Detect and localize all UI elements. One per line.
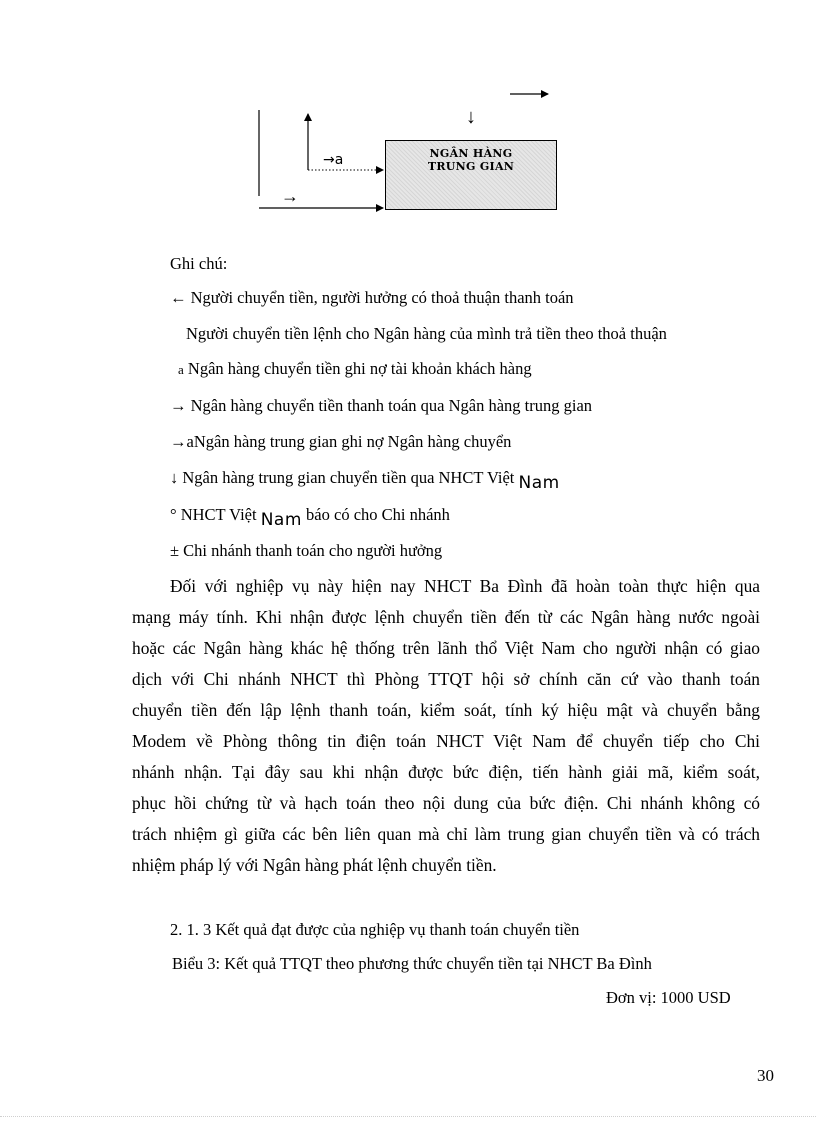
note-prefix-a: a: [178, 362, 184, 377]
notes-heading: Ghi chú:: [170, 254, 228, 273]
note-item-4: → Ngân hàng chuyển tiền thanh toán qua Ngân hàng trung gian: [170, 396, 593, 415]
paragraph-line: mạng máy tính. Khi nhận được lệnh chuyển tiền đến từ các Ngân hàng nước ngoài: [132, 607, 760, 627]
unit-label: Đơn vị: 1000 USD: [606, 988, 731, 1007]
note-item-5: [170, 432, 511, 452]
note-item-7-nam: Nam: [260, 510, 302, 530]
note-prefix-deg: ° NHCT Việt: [170, 505, 257, 524]
note-item-6-text: ↓ Ngân hàng trung gian chuyển tiền qua NHCT Việt: [170, 468, 515, 487]
note-item-5-text: Ngân hàng trung gian ghi nợ Ngân hàng chuyển: [193, 432, 512, 451]
table-caption: Biểu 3: Kết quả TTQT theo phương thức chuyển tiền tại NHCT Ba Đình: [172, 954, 652, 973]
paragraph-line: Modem về Phòng thông tin điện toán NHCT Việt Nam để chuyển tiếp cho Chi: [132, 731, 760, 751]
paragraph-line: nhánh nhận. Tại đây sau khi nhận được bức điện, tiến hành giải mã, kiểm soát,: [132, 762, 760, 782]
body-paragraph: [132, 571, 760, 881]
paragraph-line: chuyển tiền đến lập lệnh thanh toán, kiểm soát, tính ký hiệu mật và chuyển bằng: [132, 700, 760, 720]
paragraph-line: Đối với nghiệp vụ này hiện nay NHCT Ba Đình đã hoàn toàn thực hiện qua: [170, 576, 760, 596]
note-item-2: Người chuyển tiền lệnh cho Ngân hàng của mình trả tiền theo thoả thuận: [186, 324, 667, 343]
section-heading: 2. 1. 3 Kết quả đạt được của nghiệp vụ thanh toán chuyển tiền: [170, 920, 580, 939]
paragraph-line: hoặc các Ngân hàng khác hệ thống trên lãnh thổ Việt Nam cho người nhận có giao: [132, 638, 760, 658]
arrow-a-label: →a: [323, 152, 344, 168]
paragraph-line: phục hồi chứng từ và hạch toán theo nội dung của bức điện. Chi nhánh không có: [132, 793, 760, 813]
bank-box-line2: TRUNG GIAN: [427, 160, 515, 173]
down-arrow-label: ↓: [466, 106, 476, 128]
note-item-6: [170, 468, 560, 493]
note-item-8: ± Chi nhánh thanh toán cho người hưởng: [170, 541, 443, 560]
note-item-7: [170, 505, 450, 530]
note-item-7-text: báo có cho Chi nhánh: [306, 505, 450, 524]
note-item-3: [178, 359, 532, 379]
bank-box-line1: NGÂN HÀNG: [429, 147, 513, 160]
intermediary-bank-box: [385, 140, 557, 210]
right-arrow-label: →: [281, 186, 299, 206]
footer-divider: [0, 1116, 816, 1117]
note-item-1: ← Người chuyển tiền, người hưởng có thoả thuận thanh toán: [170, 288, 574, 307]
note-item-3-text: Ngân hàng chuyển tiền ghi nợ tài khoản khách hàng: [187, 359, 532, 378]
flow-diagram: [0, 0, 816, 240]
paragraph-line: trách nhiệm gì giữa các bên liên quan mà chỉ làm trung gian chuyển tiền và có trách: [132, 824, 760, 844]
paragraph-line: dịch với Chi nhánh NHCT thì Phòng TTQT hội sở chính căn cứ vào thanh toán: [132, 669, 760, 689]
paragraph-line: nhiệm pháp lý với Ngân hàng phát lệnh chuyển tiền.: [132, 855, 497, 875]
page-number: 30: [757, 1066, 774, 1085]
note-prefix-arrow-a: →a: [170, 432, 194, 451]
note-item-6-nam: Nam: [518, 473, 560, 493]
